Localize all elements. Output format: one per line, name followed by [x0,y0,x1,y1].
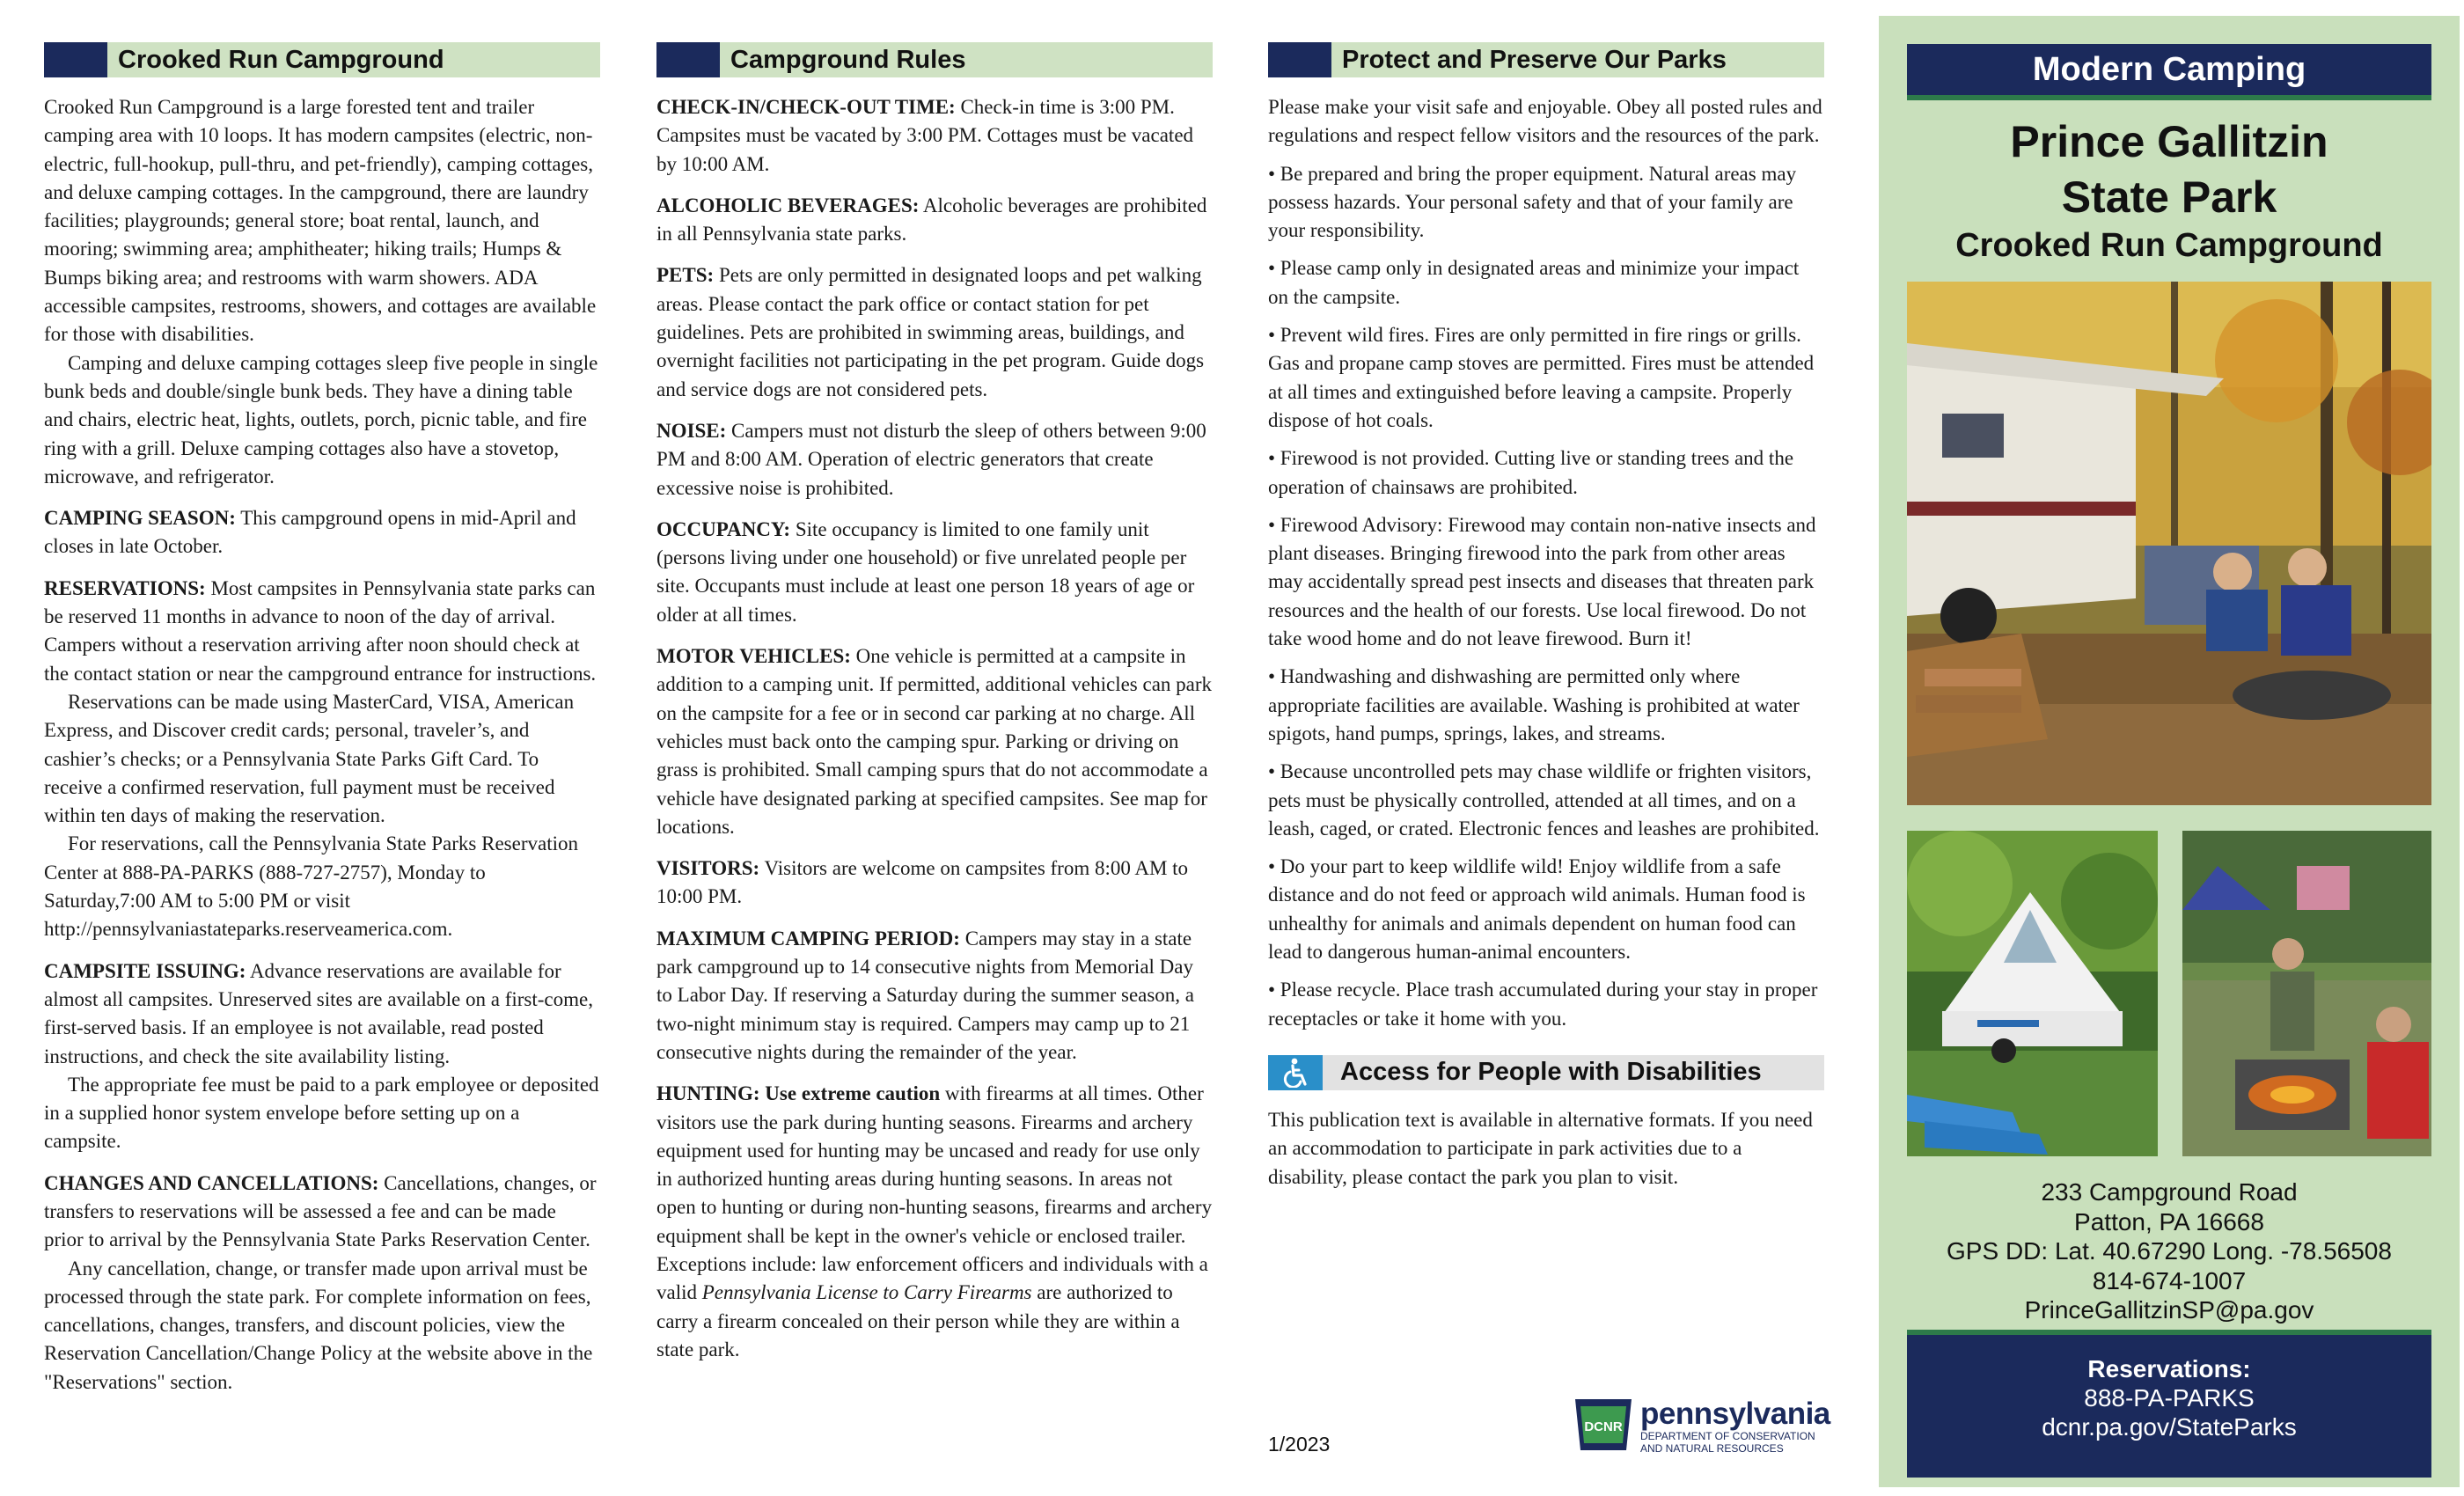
park-name-line: Prince Gallitzin [2010,117,2328,166]
rules-body [656,93,1213,1364]
rule-text: Cancellations, changes, or transfers to reservations will be assessed a fee and can be made prior to arrival by the Pennsylvania State Parks Reservation Center. [44,1171,597,1251]
campground-subtitle: Crooked Run Campground [1955,227,2383,264]
motor-vehicles-rule [656,642,1213,841]
checkin-rule [656,93,1213,179]
address-line: 233 Campground Road [2041,1178,2298,1206]
bullet-item: • Be prepared and bring the proper equipment. Natural areas may possess hazards. Your personal safety and that of your family are your responsibility. [1268,162,1797,242]
logo-subtitle: DEPARTMENT OF CONSERVATION [1640,1430,1815,1442]
section-header-protect [1268,42,1824,77]
accessibility-icon [1268,1055,1323,1090]
bullet-item: • Firewood Advisory: Firewood may contain non-native insects and plant diseases. Bringing firewood into the park from other areas may accidentally spread pest insects and diseases that threaten park resources and the health of our forests. Use local firewood. Do not take wood home and do not leave firewood. Burn it! [1268,513,1816,650]
rule-text: are authorized to carry a firearm concealed on their person while they are within a state park. [656,1281,1180,1360]
email-address: PrinceGallitzinSP@pa.gov [2024,1296,2314,1324]
license-name: Pennsylvania License to Carry Firearms [701,1281,1032,1304]
section-title: Protect and Preserve Our Parks [1342,45,1727,74]
section-header-rules [656,42,1213,77]
max-camping-period-rule [656,925,1213,1067]
paragraph: Please make your visit safe and enjoyable. Obey all posted rules and regulations and respect fellow visitors and the resources of the park. [1268,96,1822,147]
column-campground-rules [656,42,1213,1377]
rule-label: HUNTING: Use extreme caution [656,1082,941,1105]
rule-label: ALCOHOLIC BEVERAGES: [656,194,920,216]
rule-text: Campers may stay in a state park campground up to 14 consecutive nights from Memorial Day to Labor Day. If reserving a Saturday during the summer season, a two-night minimum stay is required. Campers may camp up to 21 consecutive nights during the remainder of the year. [656,927,1195,1063]
reservations-paragraph [44,575,600,688]
reservations-phone: 888-PA-PARKS [2084,1384,2255,1412]
paragraph: Any cancellation, change, or transfer made upon arrival must be processed through the state park. For complete information on fees, cancellations, changes, transfers, and discount policies, view the Reservation Cancellation/Change Policy at the website above in the "Reservations" section. [44,1257,593,1393]
alcohol-rule [656,192,1213,249]
rule-label: NOISE: [656,419,727,442]
dcnr-logo-text [1640,1398,1830,1455]
visitors-rule [656,854,1213,912]
rule-label: MAXIMUM CAMPING PERIOD: [656,927,960,950]
paragraph: The appropriate fee must be paid to a park employee or deposited in a supplied honor system envelope before setting up on a campsite. [44,1073,599,1153]
reservations-website: dcnr.pa.gov/StateParks [2042,1413,2297,1441]
changes-paragraph [44,1170,600,1255]
paragraph: This publication text is available in alternative formats. If you need an accommodation to participate in park activities due to a disability, please contact the park you plan to visit. [1268,1108,1813,1188]
rule-label: OCCUPANCY: [656,517,791,540]
bullet-item: • Because uncontrolled pets may chase wildlife or frighten visitors, pets must be physically controlled, attended at all times, and on a leash, caged, or crated. Electronic fences and leashes are prohibited. [1268,760,1820,840]
modern-camping-banner [1907,44,2431,100]
phone-number: 814-674-1007 [2092,1266,2247,1294]
paragraph: Reservations can be made using MasterCard, VISA, American Express, and Discover credit cards; personal, traveler’s, and cashier’s checks; or a Pennsylvania State Parks Gift Card. To receive a confirmed reservation, full payment must be received within ten days of making the reservation. [44,690,575,827]
campsite-photo-trailer [1907,831,2158,1156]
dcnr-emblem-text: DCNR [1584,1419,1623,1434]
dcnr-logo [1572,1396,1830,1457]
cover-panel [1879,16,2460,1487]
header-accent-bar [1268,42,1331,77]
rule-text: Pets are only permitted in designated loops and pet walking areas. Please contact the park office or contact station for pet guidelines. Pets are prohibited in swimming areas, buildings, and overnight facilities not participating in the pet program. Guide dogs and service dogs are not considered pets. [656,264,1205,400]
publication-date: 1/2023 [1268,1433,1331,1456]
rule-label: CAMPING SEASON: [44,507,236,530]
campsite-issuing-paragraph [44,957,600,1071]
access-body [1268,1106,1824,1192]
paragraph: Camping and deluxe camping cottages sleep five people in single bunk beds and double/single bunk beds. They have a dining table and chairs, electric heat, lights, outlets, porch, picnic table, and fire ring with a grill. Deluxe camping cottages also have a stovetop, microwave, and refrigerator. [44,351,598,488]
rule-text: This campground opens in mid-April and closes in late October. [44,507,576,558]
bullet-item: • Please camp only in designated areas and minimize your impact on the campsite. [1268,257,1800,308]
pets-rule [656,261,1213,403]
rule-label: CHECK-IN/CHECK-OUT TIME: [656,96,956,118]
rule-text: Campers must not disturb the sleep of others between 9:00 PM and 8:00 AM. Operation of electric generators that create excessive noise is prohibited. [656,419,1206,499]
bullet-item: • Handwashing and dishwashing are permitted only where appropriate facilities are available. Washing is prohibited at water spigots, hand pumps, springs, lakes, and streams. [1268,665,1800,744]
campsite-photo-campfire [2182,831,2431,1156]
paragraph: Crooked Run Campground is a large forested tent and trailer camping area with 10 loops. It has modern campsites (electric, non-electric, full-hookup, pull-thru, and pet-friendly), camping cottages, and deluxe camping cottages. In the campground, there are laundry facilities; playgrounds; general store; boat rental, launch, and mooring; swimming area; amphitheater; hiking trails; Humps & Bumps biking area; and restrooms with warm showers. ADA accessible campsites, restrooms, showers, and cottages are available for those with disabilities. [44,96,597,346]
section-header-crooked-run [44,42,600,77]
park-name [1879,114,2460,225]
section-title: Crooked Run Campground [118,45,444,74]
reservations-title: Reservations: [2087,1355,2251,1382]
protect-body [1268,93,1824,1033]
gps-coordinates: GPS DD: Lat. 40.67290 Long. -78.56508 [1947,1237,2392,1265]
logo-subtitle: AND NATURAL RESOURCES [1640,1442,1784,1455]
rule-text: Most campsites in Pennsylvania state parks can be reserved 11 months in advance to noon of the day of arrival. Campers without a reservation arriving after noon should check at the contact station or near the campground entrance for instructions. [44,576,597,685]
reservations-banner [1907,1330,2431,1478]
column-crooked-run [44,42,600,1410]
rule-text: Check-in time is 3:00 PM. Campsites must be vacated by 3:00 PM. Cottages must be vacated by 10:00 AM. [656,96,1194,175]
section-header-access [1268,1055,1824,1090]
rule-label: PETS: [656,264,715,287]
bullet-item: • Do your part to keep wildlife wild! Enjoy wildlife from a safe distance and do not feed or approach wild animals. Human food is unhealthy for animals and animals dependent on human food can lead to dangerous human-animal encounters. [1268,855,1806,964]
rule-text: Advance reservations are available for almost all campsites. Unreserved sites are available on a first-come, first-served basis. If an employee is not available, read posted instructions, and check the site availability listing. [44,959,593,1067]
header-accent-bar [656,42,720,77]
header-accent-bar [44,42,107,77]
rule-text: with firearms at all times. Other visitors use the park during hunting seasons. Firearms and archery equipment used for hunting may be uncased and ready for use only in authorized hunting areas during hunting seasons. In areas not open to hunting or during non-hunting seasons, firearms and archery equipment shall be kept in the owner's vehicle or enclosed trailer. Exceptions include: law enforcement officers and individuals with a valid [656,1082,1213,1304]
rule-text: Alcoholic beverages are prohibited in all Pennsylvania state parks. [656,194,1207,246]
rule-text: Visitors are welcome on campsites from 8:00 AM to 10:00 PM. [656,857,1189,908]
logo-name: pennsylvania [1640,1397,1830,1431]
crooked-run-body [44,93,600,1397]
camping-season-paragraph [44,504,600,561]
address-line: Patton, PA 16668 [2074,1207,2264,1236]
rule-label: MOTOR VEHICLES: [656,645,851,668]
bullet-item: • Prevent wild fires. Fires are only permitted in fire rings or grills. Gas and propane camp stoves are permitted. Fires must be attended at all times and extinguished before leaving a campsite. Properly dispose of hot coals. [1268,324,1815,431]
rule-text: One vehicle is permitted at a campsite in addition to a camping unit. If permitted, additional vehicles can park on the campsite for a fee or in second car parking at no charge. All vehicles must back onto the camping spur. Parking or driving on grass is prohibited. Small camping spurs that do not accommodate a vehicle have designated parking at specified campsites. See map for locations. [656,645,1213,838]
bullet-item: • Please recycle. Place trash accumulated during your stay in proper receptacles or take it home with you. [1268,979,1818,1030]
hunting-rule [656,1080,1213,1364]
park-contact-info [1879,1177,2460,1325]
section-title: Campground Rules [730,45,966,74]
bullet-item: • Firewood is not provided. Cutting live or standing trees and the operation of chainsaws are prohibited. [1268,447,1794,498]
occupancy-rule [656,516,1213,629]
paragraph: For reservations, call the Pennsylvania State Parks Reservation Center at 888-PA-PARKS (888-727-2757), Monday to Saturday,7:00 AM to 5:00 PM or visit http://pennsylvaniastateparks.reserveamerica.com. [44,832,578,941]
noise-rule [656,417,1213,502]
rule-label: CHANGES AND CANCELLATIONS: [44,1171,379,1194]
dcnr-keystone-icon [1572,1396,1635,1457]
column-protect-preserve [1268,42,1824,1201]
banner-text: Modern Camping [2032,50,2306,88]
rule-label: CAMPSITE ISSUING: [44,959,246,982]
rule-label: RESERVATIONS: [44,576,206,599]
rule-label: VISITORS: [656,857,760,880]
access-section [1268,1055,1824,1192]
section-title: Access for People with Disabilities [1340,1058,1762,1087]
rule-text: Site occupancy is limited to one family unit (persons living under one household) or five unrelated people per site. Occupants must include at least one person 18 years of age or older at all times. [656,517,1195,626]
park-name-line: State Park [2061,172,2277,222]
campsite-photo-rv [1907,282,2431,805]
